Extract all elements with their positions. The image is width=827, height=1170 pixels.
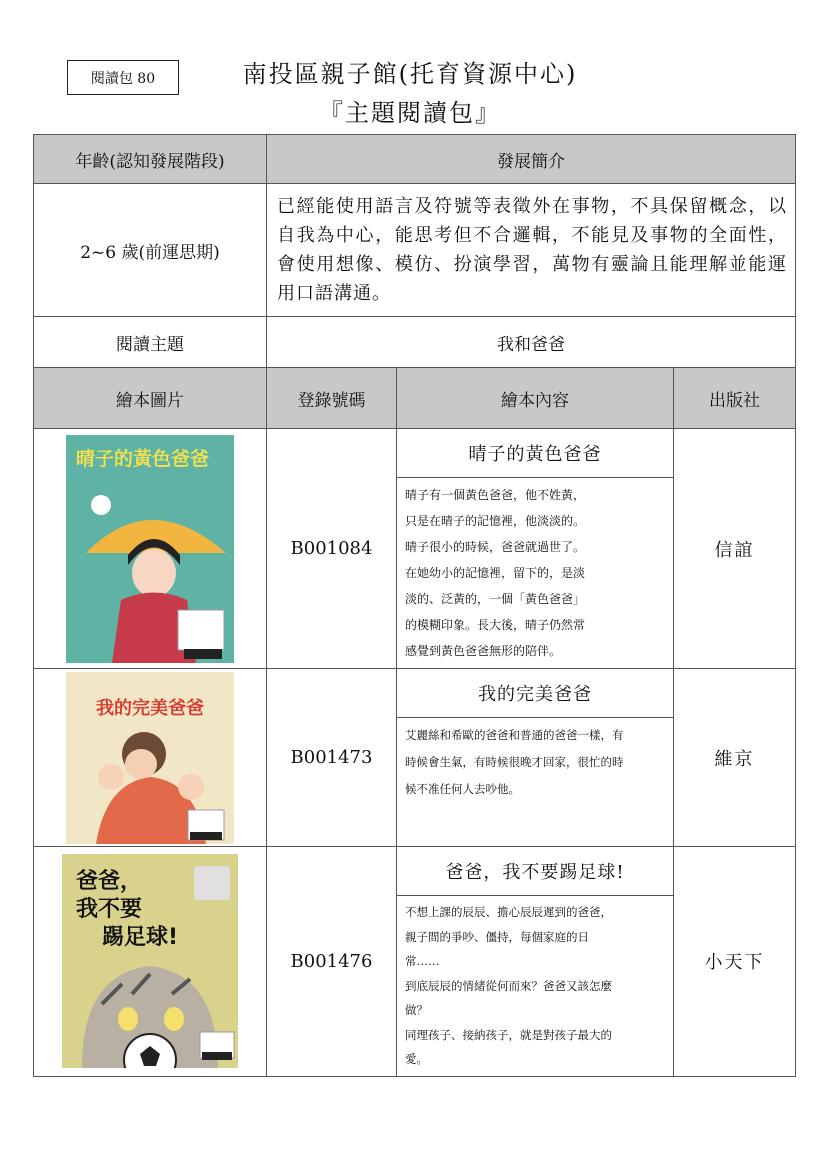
- book-cover-cell: [34, 847, 267, 1077]
- cover-title-text: 我的完美爸爸: [96, 697, 204, 719]
- description-line: 只是在晴子的記憶裡，他淡淡的。: [405, 514, 586, 528]
- book-code: B001084: [267, 429, 397, 669]
- description-line: 艾麗絲和希歐的爸爸和普通的爸爸一樣，有: [405, 728, 624, 742]
- book-code: B001473: [267, 669, 397, 847]
- development-header: 發展簡介: [267, 135, 796, 184]
- table-row: [34, 669, 796, 847]
- book-content-cell: [397, 429, 674, 669]
- table-row: [34, 847, 796, 1077]
- column-header-code: 登錄號碼: [267, 368, 397, 429]
- description-line: 做？: [405, 1003, 428, 1017]
- description-line: 的模糊印象。長大後，晴子仍然常: [405, 618, 586, 632]
- reading-pack-label: 閱讀包 80: [67, 60, 179, 95]
- theme-value: 我和爸爸: [267, 317, 796, 368]
- age-header: 年齡(認知發展階段): [34, 135, 267, 184]
- book-cover-image: [66, 435, 234, 663]
- cover-title-text: 爸爸，: [76, 869, 143, 895]
- description-line: 在她幼小的記憶裡，留下的，是淡: [405, 566, 586, 580]
- book-cover-cell: [34, 429, 267, 669]
- book-cover-image: [62, 854, 238, 1068]
- column-header-image: 繪本圖片: [34, 368, 267, 429]
- description-line: 候不准任何人去吵他。: [405, 782, 520, 796]
- development-text: 已經能使用語言及符號等表徵外在事物，不具保留概念，以自我為中心，能思考但不合邏輯，不能見及事物的全面性，會使用想像、模仿、扮演學習，萬物有靈論且能理解並能運用口語溝通。: [267, 184, 796, 317]
- cover-title-text: 晴子的黃色爸爸: [76, 447, 210, 470]
- book-description: [397, 896, 673, 1076]
- book-publisher: 小天下: [674, 847, 796, 1077]
- book-title: 晴子的黃色爸爸: [397, 429, 673, 478]
- age-value: 2~6 歲(前運思期): [34, 184, 267, 317]
- description-line: 常……: [405, 954, 440, 968]
- table-row: [34, 429, 796, 669]
- theme-label: 閱讀主題: [34, 317, 267, 368]
- book-description: [397, 718, 673, 807]
- description-line: 親子間的爭吵、僵持，每個家庭的日: [405, 929, 589, 944]
- book-publisher: 維京: [674, 669, 796, 847]
- book-title: 我的完美爸爸: [397, 669, 673, 718]
- reading-pack-table: [33, 134, 796, 1077]
- description-line: 不想上課的辰辰、擔心辰辰遲到的爸爸，: [405, 905, 612, 919]
- book-publisher: 信誼: [674, 429, 796, 669]
- column-header-content: 繪本內容: [397, 368, 674, 429]
- column-header-publisher: 出版社: [674, 368, 796, 429]
- book-cover-image: [66, 672, 234, 844]
- book-code: B001476: [267, 847, 397, 1077]
- book-description: [397, 478, 673, 668]
- description-line: 晴子有一個黃色爸爸，他不姓黃，: [405, 488, 586, 502]
- book-content-cell: [397, 847, 674, 1077]
- book-content-cell: [397, 669, 674, 847]
- description-line: 同理孩子、接納孩子，就是對孩子最大的: [405, 1027, 612, 1042]
- description-line: 感覺到黃色爸爸無形的陪伴。: [405, 644, 562, 658]
- cover-title-text: 踢足球!: [102, 925, 179, 951]
- description-line: 愛。: [405, 1052, 428, 1066]
- book-cover-cell: [34, 669, 267, 847]
- description-line: 到底辰辰的情緒從何而來？爸爸又該怎麼: [405, 978, 612, 993]
- cover-title-text: 我不要: [76, 897, 143, 923]
- description-line: 淡的、泛黃的，一個「黃色爸爸」: [405, 592, 586, 606]
- description-line: 晴子很小的時候，爸爸就過世了。: [405, 540, 586, 554]
- description-line: 時候會生氣，有時候很晚才回家，很忙的時: [405, 755, 624, 769]
- page-title: 南投區親子館(托育資源中心): [242, 60, 578, 88]
- book-title: 爸爸，我不要踢足球!: [397, 847, 673, 896]
- page-subtitle: 『主題閱讀包』: [319, 99, 501, 127]
